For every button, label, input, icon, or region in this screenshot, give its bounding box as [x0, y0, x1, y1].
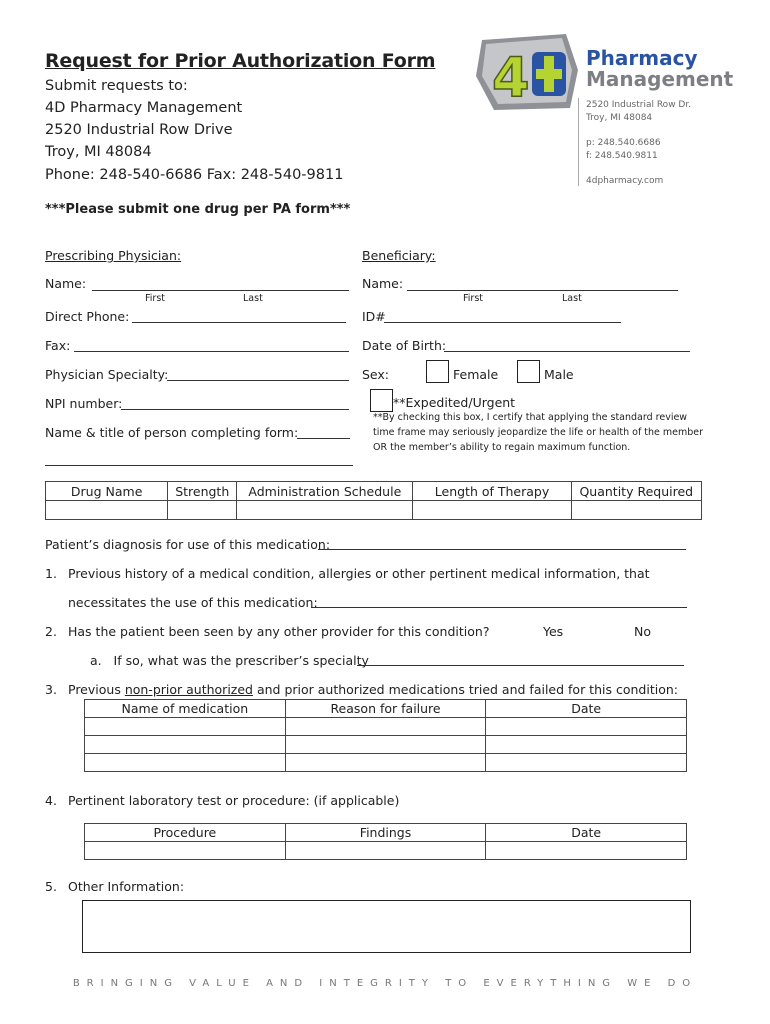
npi-field[interactable]	[121, 409, 349, 410]
completing-label: Name & title of person completing form:	[45, 425, 299, 440]
strength-cell[interactable]	[168, 501, 237, 520]
table-row	[46, 482, 702, 501]
logo-addr1: 2520 Industrial Row Dr.	[586, 100, 692, 110]
direct-phone-field[interactable]	[132, 322, 346, 323]
reason-header: Reason for failure	[285, 700, 486, 718]
diagnosis-field[interactable]	[318, 549, 686, 550]
logo-management: Management	[586, 67, 734, 91]
logo-pharmacy: Pharmacy	[586, 46, 698, 70]
med-date-cell[interactable]	[486, 718, 687, 736]
q2a-text: a. If so, what was the prescriber’s specialty	[90, 653, 369, 668]
male-label: Male	[544, 367, 574, 382]
length-cell[interactable]	[413, 501, 571, 520]
submit-to-label: Submit requests to:	[45, 78, 188, 94]
npi-label: NPI number:	[45, 396, 123, 411]
table-row	[85, 824, 687, 842]
med-name-cell[interactable]	[85, 754, 286, 772]
physician-last-label: Last	[243, 293, 263, 304]
physician-first-label: First	[145, 293, 165, 304]
q4-text: Pertinent laboratory test or procedure: (if applicable)	[68, 793, 400, 808]
logo-fax: f: 248.540.9811	[586, 151, 658, 161]
schedule-cell[interactable]	[237, 501, 413, 520]
beneficiary-name-label: Name:	[362, 276, 404, 291]
drug-table	[45, 481, 702, 520]
expedited-note-2: time frame may seriously jeopardize the life or health of the member	[373, 427, 704, 438]
q3-text-post: and prior authorized medications tried and failed for this condition:	[252, 682, 678, 697]
procedure-table	[84, 823, 687, 860]
q1-text-line2: necessitates the use of this medication:	[68, 595, 318, 610]
svg-text:4: 4	[492, 46, 530, 109]
logo-web: 4dpharmacy.com	[586, 176, 664, 186]
beneficiary-last-label: Last	[562, 293, 582, 304]
beneficiary-first-label: First	[463, 293, 483, 304]
specialty-field[interactable]	[167, 380, 349, 381]
q2a-field[interactable]	[357, 665, 684, 666]
logo-addr2: Troy, MI 48084	[586, 113, 653, 123]
expedited-note-1: **By checking this box, I certify that applying the standard review	[373, 412, 688, 423]
q3-number: 3.	[45, 682, 57, 697]
q2-number: 2.	[45, 624, 57, 639]
table-row	[85, 842, 687, 860]
findings-cell[interactable]	[285, 842, 486, 860]
footer-tagline: BRINGING VALUE AND INTEGRITY TO EVERYTHING WE DO	[72, 978, 698, 989]
physician-heading: Prescribing Physician:	[45, 248, 182, 263]
physician-fax-label: Fax:	[45, 338, 71, 353]
med-name-cell[interactable]	[85, 718, 286, 736]
logo-divider	[578, 98, 579, 186]
dob-field[interactable]	[444, 351, 690, 352]
q3-text-pre: Previous	[68, 682, 125, 697]
table-row	[46, 501, 702, 520]
findings-header: Findings	[285, 824, 486, 842]
q1-field[interactable]	[311, 607, 687, 608]
q2-yes[interactable]: Yes	[543, 624, 564, 639]
diagnosis-label: Patient’s diagnosis for use of this medication:	[45, 537, 331, 552]
sex-label: Sex:	[362, 367, 390, 382]
procedure-cell[interactable]	[85, 842, 286, 860]
med-date-header: Date	[486, 700, 687, 718]
reason-cell[interactable]	[285, 718, 486, 736]
physician-fax-field[interactable]	[74, 351, 349, 352]
quantity-cell[interactable]	[571, 501, 701, 520]
female-checkbox[interactable]	[426, 360, 449, 383]
expedited-checkbox[interactable]	[370, 389, 393, 412]
direct-phone-label: Direct Phone:	[45, 309, 130, 324]
q5-number: 5.	[45, 879, 57, 894]
completing-field[interactable]	[297, 438, 350, 439]
logo-phone: p: 248.540.6686	[586, 138, 661, 148]
female-label: Female	[453, 367, 499, 382]
id-field[interactable]	[384, 322, 621, 323]
beneficiary-name-field[interactable]	[407, 290, 678, 291]
reason-cell[interactable]	[285, 754, 486, 772]
one-drug-note: ***Please submit one drug per PA form***	[45, 202, 351, 217]
logo-4d-icon	[474, 30, 580, 112]
med-name-header: Name of medication	[85, 700, 286, 718]
procedure-header: Procedure	[85, 824, 286, 842]
completing-field-line2[interactable]	[45, 465, 353, 466]
table-row	[85, 754, 687, 772]
q3-text-underlined: non-prior authorized	[124, 682, 253, 697]
page-title: Request for Prior Authorization Form	[45, 50, 436, 72]
dob-label: Date of Birth:	[362, 338, 447, 353]
med-date-cell[interactable]	[486, 754, 687, 772]
org-street: 2520 Industrial Row Drive	[45, 122, 233, 138]
physician-name-label: Name:	[45, 276, 87, 291]
other-info-field[interactable]	[82, 900, 691, 953]
physician-name-field[interactable]	[92, 290, 349, 291]
q1-number: 1.	[45, 566, 57, 581]
org-name: 4D Pharmacy Management	[45, 100, 243, 116]
medications-table	[84, 699, 687, 772]
length-header: Length of Therapy	[413, 482, 571, 501]
q5-text: Other Information:	[68, 879, 185, 894]
q2-no[interactable]: No	[634, 624, 651, 639]
org-phone-fax: Phone: 248-540-6686 Fax: 248-540-9811	[45, 167, 344, 183]
table-row	[85, 718, 687, 736]
table-row	[85, 736, 687, 754]
quantity-header: Quantity Required	[571, 482, 701, 501]
org-city: Troy, MI 48084	[45, 144, 152, 160]
male-checkbox[interactable]	[517, 360, 540, 383]
med-name-cell[interactable]	[85, 736, 286, 754]
proc-date-header: Date	[486, 824, 687, 842]
id-label: ID#	[362, 309, 386, 324]
reason-cell[interactable]	[285, 736, 486, 754]
schedule-header: Administration Schedule	[237, 482, 413, 501]
beneficiary-heading: Beneficiary:	[362, 248, 436, 263]
med-date-cell[interactable]	[486, 736, 687, 754]
q1-text-line1: Previous history of a medical condition, allergies or other pertinent medical information, that	[68, 566, 650, 581]
specialty-label: Physician Specialty:	[45, 367, 169, 382]
q4-number: 4.	[45, 793, 57, 808]
expedited-note-3: OR the member’s ability to regain maximum function.	[373, 442, 631, 453]
expedited-label: **Expedited/Urgent	[393, 395, 516, 410]
drug-name-cell[interactable]	[46, 501, 168, 520]
drug-name-header: Drug Name	[46, 482, 168, 501]
proc-date-cell[interactable]	[486, 842, 687, 860]
q2-text: Has the patient been seen by any other provider for this condition?	[68, 624, 490, 639]
strength-header: Strength	[168, 482, 237, 501]
q3-text	[68, 682, 678, 697]
table-row	[85, 700, 687, 718]
